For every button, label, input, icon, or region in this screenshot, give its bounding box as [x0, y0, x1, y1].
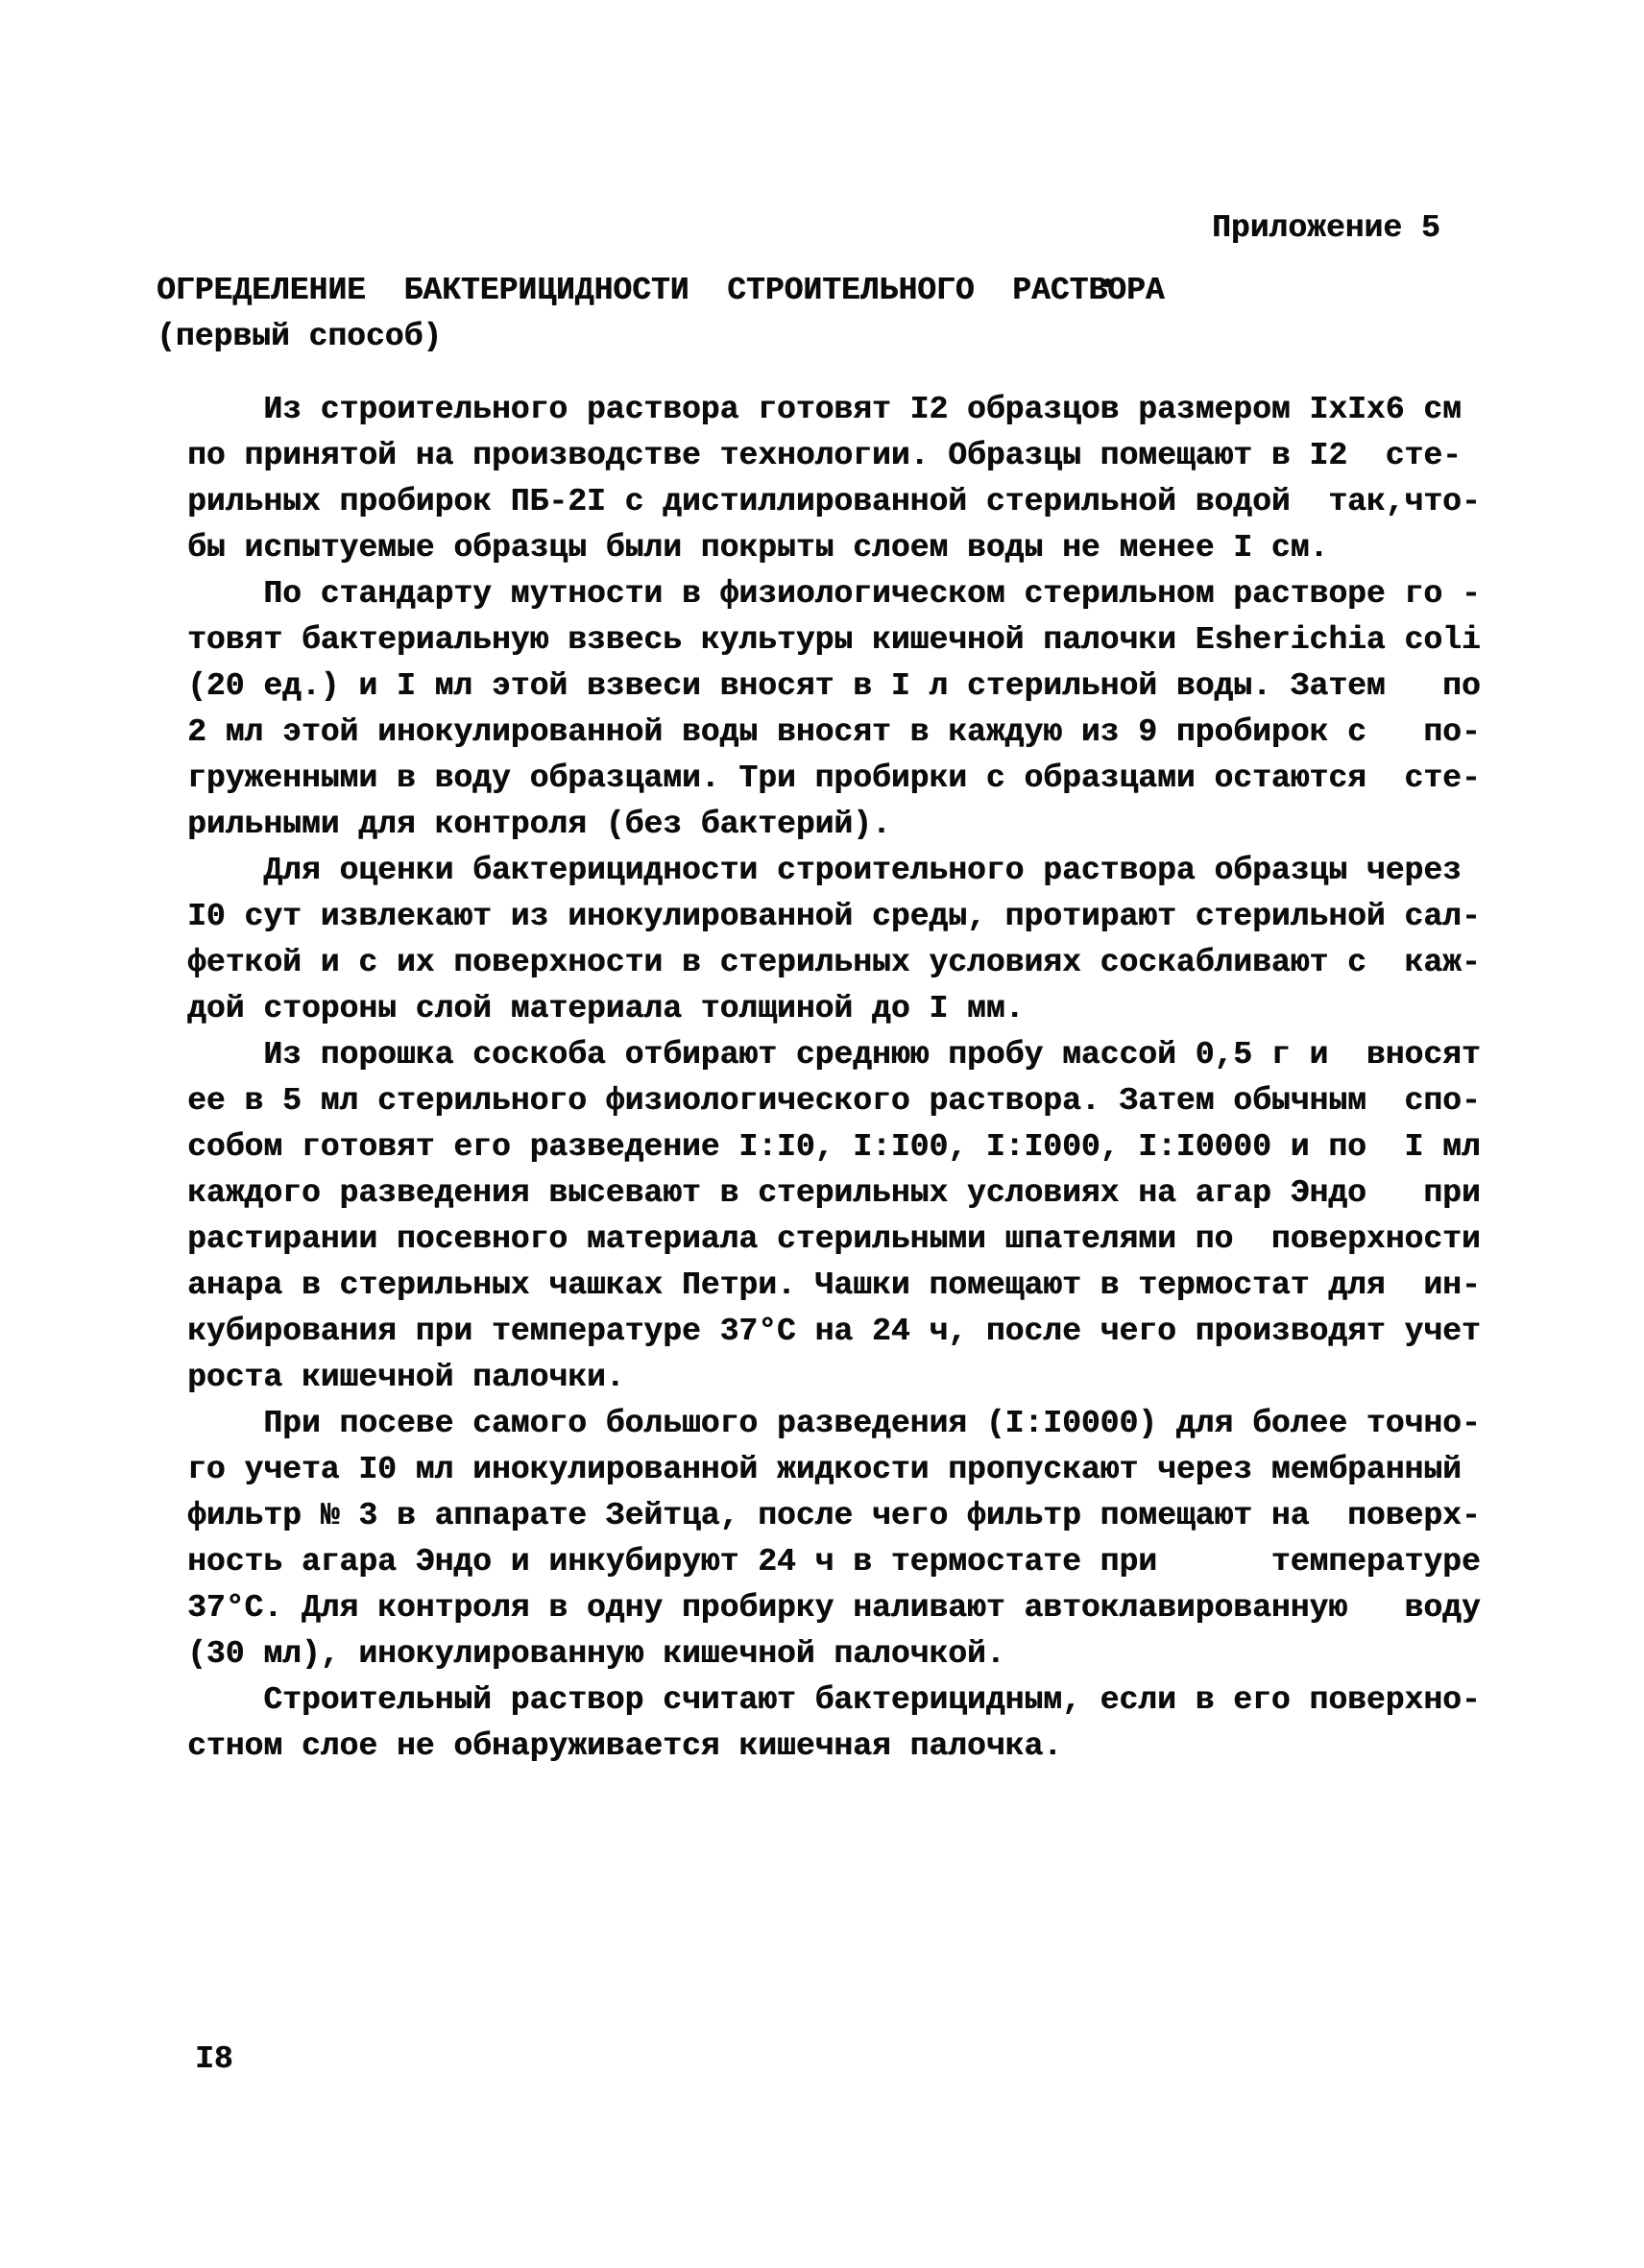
text-line: 2 мл этой инокулированной воды вносят в каждую из 9 пробирок с по- — [187, 714, 1481, 750]
text-line: го учета I0 мл инокулированной жидкости пропускают через мембранный — [187, 1452, 1462, 1487]
text-line: каждого разведения высевают в стерильных условиях на агар Эндо при — [187, 1175, 1481, 1211]
text-line: (30 мл), инокулированную кишечной палочкой. — [187, 1636, 1005, 1672]
text-line: бы испытуемые образцы были покрыты слоем воды не менее I см. — [187, 530, 1329, 566]
text-line: кубирования при температуре 37°С на 24 ч, после чего производят учет — [187, 1314, 1481, 1349]
text-line: собом готовят его разведение I:I0, I:I00, I:I000, I:I0000 и по I мл — [187, 1129, 1481, 1165]
text-line: анара в стерильных чашках Петри. Чашки помещают в термостат для ин- — [187, 1267, 1481, 1303]
document-title-block — [157, 268, 1165, 360]
text-line: фильтр № 3 в аппарате Зейтца, после чего фильтр помещают на поверх- — [187, 1498, 1481, 1533]
text-line: груженными в воду образцами. Три пробирки с образцами остаются сте- — [187, 760, 1481, 796]
document-body — [187, 387, 1481, 1770]
text-line: роста кишечной палочки. — [187, 1360, 625, 1395]
text-line: 37°С. Для контроля в одну пробирку наливают автоклавированную воду — [187, 1590, 1481, 1626]
text-line: Из строительного раствора готовят I2 образцов размером IxIx6 см — [187, 392, 1462, 427]
text-line: ность агара Эндо и инкубируют 24 ч в термостате при температуре — [187, 1544, 1481, 1580]
text-line: феткой и с их поверхности в стерильных условиях соскабливают с каж- — [187, 945, 1481, 980]
text-line: По стандарту мутности в физиологическом стерильном растворе го - — [187, 576, 1481, 612]
page-number: I8 — [195, 2041, 233, 2077]
text-line: Для оценки бактерицидности строительного раствора образцы через — [187, 853, 1462, 888]
text-line: рильных пробирок ПБ-2I с дистиллированной стерильной водой так,что- — [187, 484, 1481, 519]
text-line: по принятой на производстве технологии. Образцы помещают в I2 сте- — [187, 438, 1462, 473]
page-title: ОГРЕДЕЛЕНИЕ БАКТЕРИЦИДНОСТИ СТРОИТЕЛЬНОГО РАСТВОРА — [157, 273, 1165, 308]
text-line: ее в 5 мл стерильного физиологического раствора. Затем обычным спо- — [187, 1083, 1481, 1119]
appendix-label: Приложение 5 — [1212, 210, 1440, 246]
text-line: Строительный раствор считают бактерицидным, если в его поверхно- — [187, 1682, 1481, 1718]
text-line: стном слое не обнаруживается кишечная палочка. — [187, 1728, 1062, 1764]
text-line: растирании посевного материала стерильными шпателями по поверхности — [187, 1221, 1481, 1257]
text-line: товят бактериальную взвесь культуры кишечной палочки Esherichia coli — [187, 622, 1481, 658]
text-line: дой стороны слой материала толщиной до I мм. — [187, 991, 1025, 1026]
page-subtitle: (первый способ) — [157, 319, 443, 354]
text-line: рильными для контроля (без бактерий). — [187, 807, 891, 842]
text-line: Из порошка соскоба отбирают среднюю пробу массой 0,5 г и вносят — [187, 1037, 1481, 1073]
text-line: При посеве самого большого разведения (I:I0000) для более точно- — [187, 1406, 1481, 1441]
text-line: I0 сут извлекают из инокулированной среды, протирают стерильной сал- — [187, 899, 1481, 934]
text-line: (20 ед.) и I мл этой взвеси вносят в I л стерильной воды. Затем по — [187, 668, 1481, 704]
